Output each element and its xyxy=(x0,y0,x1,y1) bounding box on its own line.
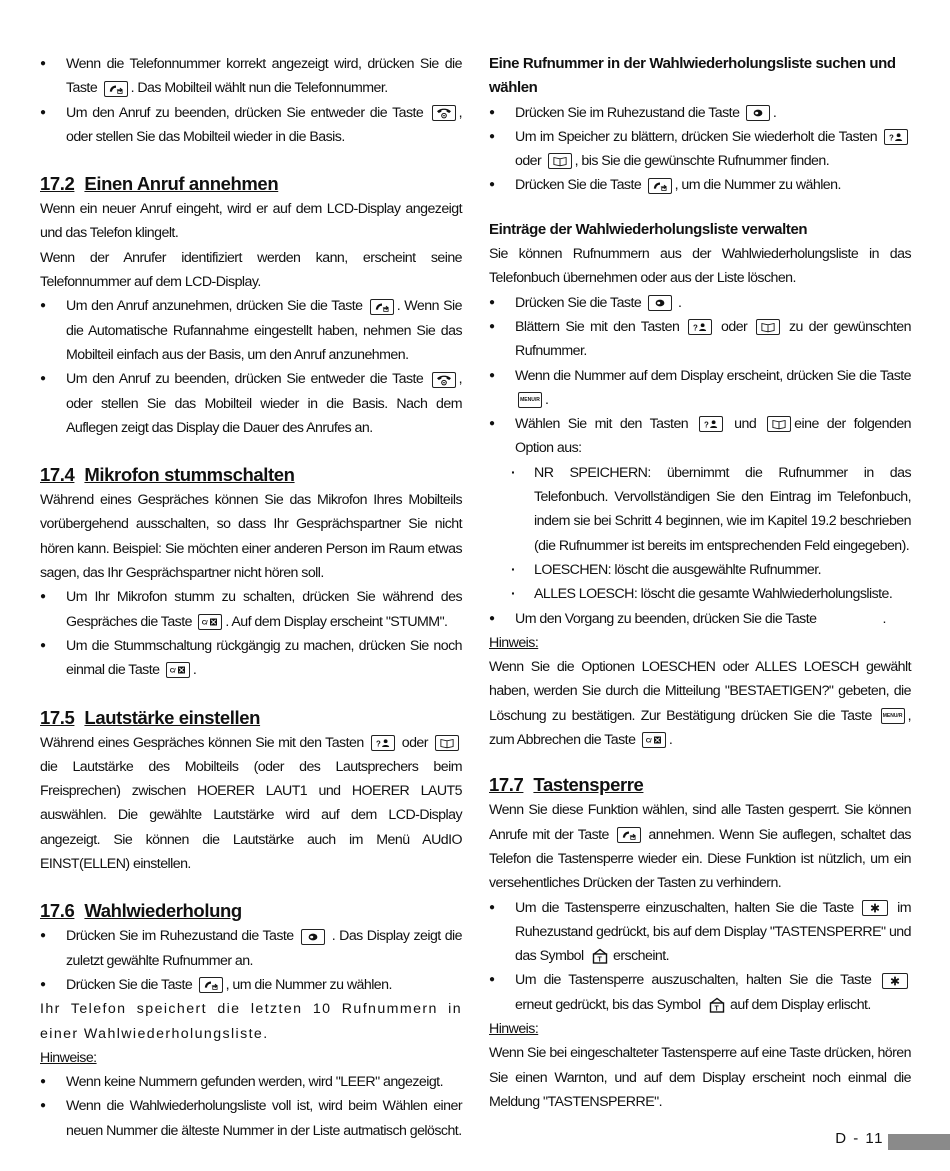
redial-key-icon xyxy=(746,105,770,121)
list-item: ● Drücken Sie die Taste , um die Nummer zu wählen. xyxy=(40,973,462,997)
up-key-icon xyxy=(884,129,908,145)
list-item: · ALLES LOESCH: löscht die gesamte Wahlwiederholungsliste. xyxy=(489,582,911,606)
list-item: ● Drücken Sie im Ruhezustand die Taste . xyxy=(489,101,911,125)
paragraph: Wenn ein neuer Anruf eingeht, wird er auf dem LCD-Display angezeigt und das Telefon klingelt. xyxy=(40,201,462,242)
section-heading-17-2: 17.2 Einen Anruf annehmen xyxy=(40,173,279,195)
talk-key-icon xyxy=(648,178,672,194)
list-item: ● Um die Stummschaltung rückgängig zu machen, drücken Sie noch einmal die Taste . xyxy=(40,634,462,683)
talk-key-icon xyxy=(370,299,394,315)
talk-key-icon xyxy=(617,827,641,843)
paragraph: Sie können Rufnummern aus der Wahlwiederholungsliste in das Telefonbuch übernehmen oder aus der Liste löschen. xyxy=(489,246,911,287)
subheading-manage: Einträge der Wahlwiederholungsliste verwalten xyxy=(489,220,808,238)
paragraph: Wenn der Anrufer identifiziert werden kann, erscheint seine Telefonnummer auf dem LCD-Display. xyxy=(40,249,462,291)
phonebook-key-icon xyxy=(435,735,459,751)
star-key-icon xyxy=(882,973,908,989)
clear-mute-key-icon xyxy=(198,614,222,630)
list-item: ● Um den Anruf zu beenden, drücken Sie entweder die Taste , oder stellen Sie das Mobilteil wieder in die Basis. xyxy=(40,101,462,150)
list-item: ● Um den Anruf anzunehmen, drücken Sie die Taste . Wenn Sie die Automatische Rufannahme eingestellt haben, nehmen Sie das Mobilteil einfach aus der Basis, um den Anruf anzunehmen. xyxy=(40,294,462,367)
end-call-key-icon xyxy=(432,372,456,388)
search-list xyxy=(489,101,911,198)
phonebook-key-icon xyxy=(767,416,791,432)
list-item: ● Wenn die Nummer auf dem Display erscheint, drücken Sie die Taste MENU/R . xyxy=(489,364,911,413)
phonebook-key-icon xyxy=(756,319,780,335)
left-column xyxy=(40,52,462,1143)
talk-key-icon xyxy=(104,81,128,97)
hint-label: Hinweis: xyxy=(489,634,539,651)
paragraph: Wenn Sie diese Funktion wählen, sind alle Tasten gesperrt. Sie können Anrufe mit der Taste annehmen. Wenn Sie auflegen, schaltet das Telefon die Tastensperre wieder ein. Diese Funktion ist nützlich, um ein versehentliches Drücken der Tasten zu verhindern. xyxy=(489,802,911,892)
right-column xyxy=(489,52,911,1114)
talk-key-icon xyxy=(199,977,223,993)
list-item: ● Wählen Sie mit den Tasten und eine der folgenden Option aus: xyxy=(489,412,911,461)
redial-key-icon xyxy=(301,929,325,945)
section-heading-17-4: 17.4 Mikrofon stummschalten xyxy=(40,464,295,486)
option-list xyxy=(489,461,911,607)
keylock-symbol-icon xyxy=(708,997,726,1013)
list-item: ● Um den Vorgang zu beenden, drücken Sie die Taste . xyxy=(489,607,911,631)
menu-key-icon: MENU/R xyxy=(881,708,905,724)
redial-list xyxy=(40,924,462,997)
list-item: ● Wenn die Telefonnummer korrekt angezeigt wird, drücken Sie die Taste . Das Mobilteil wählt nun die Telefonnummer. xyxy=(40,52,462,101)
list-item: ● Wenn die Wahlwiederholungsliste voll ist, wird beim Wählen einer neuen Nummer die älteste Nummer in der Liste autmatisch gelöscht. xyxy=(40,1094,462,1143)
section-heading-17-5: 17.5 Lautstärke einstellen xyxy=(40,706,261,728)
up-key-icon xyxy=(371,735,395,751)
list-item: ● Drücken Sie die Taste , um die Nummer zu wählen. xyxy=(489,173,911,197)
intro-list xyxy=(40,52,462,149)
redial-key-icon xyxy=(648,295,672,311)
up-key-icon xyxy=(699,416,723,432)
list-item: ● Blättern Sie mit den Tasten oder zu der gewünschten Rufnummer. xyxy=(489,315,911,364)
paragraph: Ihr Telefon speichert die letzten 10 Rufnummern in einer Wahlwiederholungsliste. xyxy=(40,1001,462,1042)
section-heading-17-7: 17.7 Tastensperre xyxy=(489,774,644,796)
page-number-bar xyxy=(888,1134,950,1150)
page-number: D - 11 xyxy=(835,1130,884,1147)
list-item: ● Um den Anruf zu beenden, drücken Sie entweder die Taste , oder stellen Sie das Mobilteil wieder in die Basis. Nach dem Auflegen zeigt das Display die Dauer des Anrufes an. xyxy=(40,367,462,440)
mute-list xyxy=(40,585,462,682)
manage-list xyxy=(489,291,911,461)
paragraph: Während eines Gespräches können Sie das Mikrofon Ihres Mobilteils vorübergehend ausschalten, so dass Ihr Gesprächspartner Sie nicht hören kann. Beispiel: Sie möchten einer anderen Person im Raum etwas sagen, das Ihr Gesprächspartner nicht hören soll. xyxy=(40,492,462,582)
keylock-list xyxy=(489,896,911,1017)
phonebook-key-icon xyxy=(548,153,572,169)
list-item: ● Wenn keine Nummern gefunden werden, wird "LEER" angezeigt. xyxy=(40,1070,462,1094)
paragraph: Wenn Sie die Optionen LOESCHEN oder ALLES LOESCH gewählt haben, werden Sie durch die Mitteilung "BESTAETIGEN?" gebeten, die Löschung zu bestätigen. Zur Bestätigung drücken Sie die Taste MENU/R , zum Abbrechen die Taste . xyxy=(489,659,911,749)
list-item: · LOESCHEN: löscht die ausgewählte Rufnummer. xyxy=(489,558,911,582)
hint-label: Hinweis: xyxy=(489,1020,539,1037)
end-call-key-icon xyxy=(432,105,456,121)
menu-key-icon: MENU/R xyxy=(518,392,542,408)
hint-label: Hinweise: xyxy=(40,1049,97,1066)
list-item: ● Drücken Sie im Ruhezustand die Taste . Das Display zeigt die zuletzt gewählte Rufnummer an. xyxy=(40,924,462,973)
star-key-icon xyxy=(862,900,888,916)
hint-list xyxy=(40,1070,462,1143)
up-key-icon xyxy=(688,319,712,335)
keylock-symbol-icon xyxy=(591,948,609,964)
clear-mute-key-icon xyxy=(166,662,190,678)
list-item: ● Um die Tastensperre einzuschalten, halten Sie die Taste im Ruhezustand gedrückt, bis auf dem Display "TASTENSPERRE" und das Symbol erscheint. xyxy=(489,896,911,969)
answer-call-list xyxy=(40,294,462,440)
list-item: ● Um im Speicher zu blättern, drücken Sie wiederholt die Tasten oder , bis Sie die gewünschte Rufnummer finden. xyxy=(489,125,911,174)
end-list xyxy=(489,607,911,631)
subheading-search: Eine Rufnummer in der Wahlwiederholungsliste suchen und wählen xyxy=(489,55,896,97)
list-item: · NR SPEICHERN: übernimmt die Rufnummer in das Telefonbuch. Vervollständigen Sie den Eintrag im Telefonbuch, indem sie bei Schritt 4 beginnen, wie im Kapitel 19.2 beschrieben (die Rufnummer ist bereits im entsprechenden Feld eingegeben). xyxy=(489,461,911,558)
list-item: ● Drücken Sie die Taste . xyxy=(489,291,911,315)
paragraph: Wenn Sie bei eingeschalteter Tastensperre auf eine Taste drücken, hören Sie einen Warnton, und auf dem Display erscheint noch einmal die Meldung "TASTENSPERRE". xyxy=(489,1045,911,1110)
list-item: ● Um Ihr Mikrofon stumm zu schalten, drücken Sie während des Gespräches die Taste . Auf dem Display erscheint "STUMM". xyxy=(40,585,462,634)
list-item: ● Um die Tastensperre auszuschalten, halten Sie die Taste erneut gedrückt, bis das Symbol auf dem Display erlischt. xyxy=(489,968,911,1017)
section-heading-17-6: 17.6 Wahlwiederholung xyxy=(40,900,242,922)
clear-mute-key-icon xyxy=(642,732,666,748)
paragraph: Während eines Gespräches können Sie mit den Tasten oder die Lautstärke des Mobilteils (oder des Lautsprechers beim Freisprechen) zwischen HOERER LAUT1 und HOERER LAUT5 auswählen. Die gewählte Lautstärke wird auf dem LCD-Display angezeigt. Sie können die Lautstärke auch im Menü AUdIO EINST(ELLEN) einstellen. xyxy=(40,734,462,873)
